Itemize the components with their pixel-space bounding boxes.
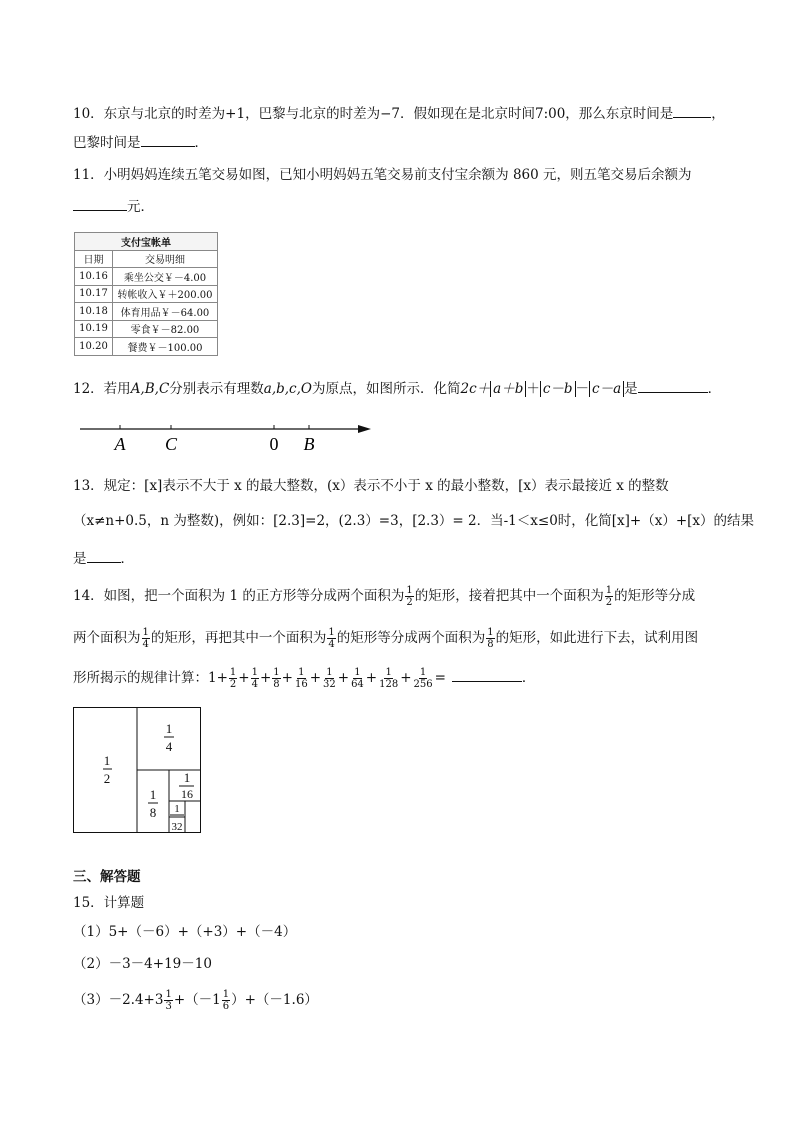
- alipay-bill-table: [74, 232, 218, 356]
- label-half-num: 1: [103, 753, 111, 768]
- fraction: $\frac{1}{4}$: [328, 627, 335, 650]
- origin-label: 0: [269, 434, 279, 454]
- fraction: $\frac{1}{8}$: [273, 667, 280, 690]
- q10-line2: 巴黎时间是 ．: [73, 132, 208, 153]
- label-sixteenth-den: 16: [181, 787, 193, 801]
- q11-line1: 11．小明妈妈连续五笔交易如图，已知小明妈妈五笔交易前支付宝余额为 860 元，则五笔交易后余额为: [73, 167, 692, 183]
- arrow-icon: [358, 425, 371, 433]
- answer-blank[interactable]: [452, 667, 522, 682]
- label-eighth-den: 8: [149, 805, 157, 820]
- point-label: C: [164, 434, 178, 454]
- fraction: $\frac{1}{32}$: [323, 667, 336, 690]
- q15-title: 15．计算题: [73, 895, 145, 911]
- table-row: 10.16 乘坐公交￥－4.00: [75, 268, 218, 286]
- q14-line1: 14．如图，把一个面积为 1 的正方形等分成两个面积为 $\frac{1}{2}$ 的矩形，接着把其中一个面积为 $\frac{1}{2}$ 的矩形等分成: [73, 585, 696, 608]
- answer-blank[interactable]: [638, 378, 708, 393]
- q15-part3: （3）－2.4+3 $\frac{1}{3}$ +（－1 $\frac{1}{6}$ ）+（－1.6）: [73, 989, 318, 1012]
- section-heading: 三、解答题: [73, 869, 141, 885]
- fraction: $\frac{1}{256}$: [413, 667, 433, 690]
- answer-blank[interactable]: [73, 196, 127, 211]
- number-line: [75, 416, 375, 456]
- q13-line1: 13．规定：[x]表示不大于 x 的最大整数，(x）表示不小于 x 的最小整数，[x）表示最接近 x 的整数: [73, 478, 669, 494]
- point-label: B: [303, 434, 315, 454]
- label-eighth-num: 1: [149, 787, 157, 802]
- fraction: $\frac{1}{16}$: [294, 667, 308, 690]
- fraction: $\frac{1}{2}$: [406, 585, 413, 608]
- answer-blank[interactable]: [141, 132, 195, 147]
- table-header: 日期: [75, 250, 113, 268]
- label-half-den: 2: [103, 771, 111, 786]
- fraction: $\frac{1}{2}$: [229, 667, 237, 690]
- q13-line2: （x≠n+0.5，n 为整数)，例如：[2.3]=2，(2.3）=3，[2.3）= 2．当-1＜x≤0时，化简[x]+（x）+[x）的结果: [73, 513, 755, 529]
- table-row: 10.17 转帐收入￥＋200.00: [75, 285, 218, 303]
- label-thirtysecond-den: 32: [171, 821, 183, 833]
- label-quarter-den: 4: [165, 739, 173, 754]
- label-sixteenth-num: 1: [183, 770, 191, 785]
- fraction: $\frac{1}{8}$: [487, 627, 494, 650]
- q12-line: 12．若用A,B,C分别表示有理数a,b,c,O为原点，如图所示．化简2c＋ a＋b ＋ c－b － c－a 是 ．: [73, 378, 721, 399]
- q15-part2: （2）－3－4+19－10: [73, 956, 212, 972]
- q14-line2: 两个面积为 $\frac{1}{4}$ 的矩形，再把其中一个面积为 $\frac{1}{4}$ 的矩形等分成两个面积为 $\frac{1}{8}$ 的矩形，如此进行下去，试利用图: [73, 627, 699, 650]
- label-thirtysecond-num: 1: [174, 803, 180, 815]
- q11-line2: 元．: [73, 196, 154, 217]
- fraction: $\frac{1}{64}$: [351, 667, 364, 690]
- square-subdivision-figure: [73, 707, 201, 833]
- fraction: $\frac{1}{3}$: [165, 989, 172, 1012]
- table-header: 交易明细: [113, 250, 218, 268]
- table-caption: 支付宝帐单: [75, 233, 218, 251]
- q14-line3: 形所揭示的规律计算：1+ $\frac{1}{2}$ + $\frac{1}{4}$ + $\frac{1}{8}$ + $\frac{1}{16}$ + $\frac{1}{32}$ + $\frac{1}{64}$ + $\frac{1}{128}$ + $\frac{1}{256}$ = ．: [73, 667, 536, 690]
- table-row: 10.18 体育用品￥－64.00: [75, 303, 218, 321]
- q13-line3: 是 ．: [73, 548, 134, 569]
- q15-part1: （1）5+（－6）+（+3）+（－4）: [73, 924, 297, 940]
- q10-line1: 10．东京与北京的时差为+1，巴黎与北京的时差为−7．假如现在是北京时间7:00，那么东京时间是 ，: [73, 103, 725, 124]
- fraction: $\frac{1}{4}$: [142, 627, 149, 650]
- fraction: $\frac{1}{6}$: [222, 989, 230, 1012]
- point-label: A: [114, 434, 126, 454]
- fraction: $\frac{1}{4}$: [251, 667, 258, 690]
- fraction: $\frac{1}{128}$: [379, 667, 399, 690]
- answer-blank[interactable]: [673, 103, 711, 118]
- label-quarter-num: 1: [165, 721, 173, 736]
- fraction: $\frac{1}{2}$: [605, 585, 613, 608]
- table-row: 10.20 餐费￥－100.00: [75, 338, 218, 356]
- table-row: 10.19 零食￥－82.00: [75, 320, 218, 338]
- answer-blank[interactable]: [87, 548, 121, 563]
